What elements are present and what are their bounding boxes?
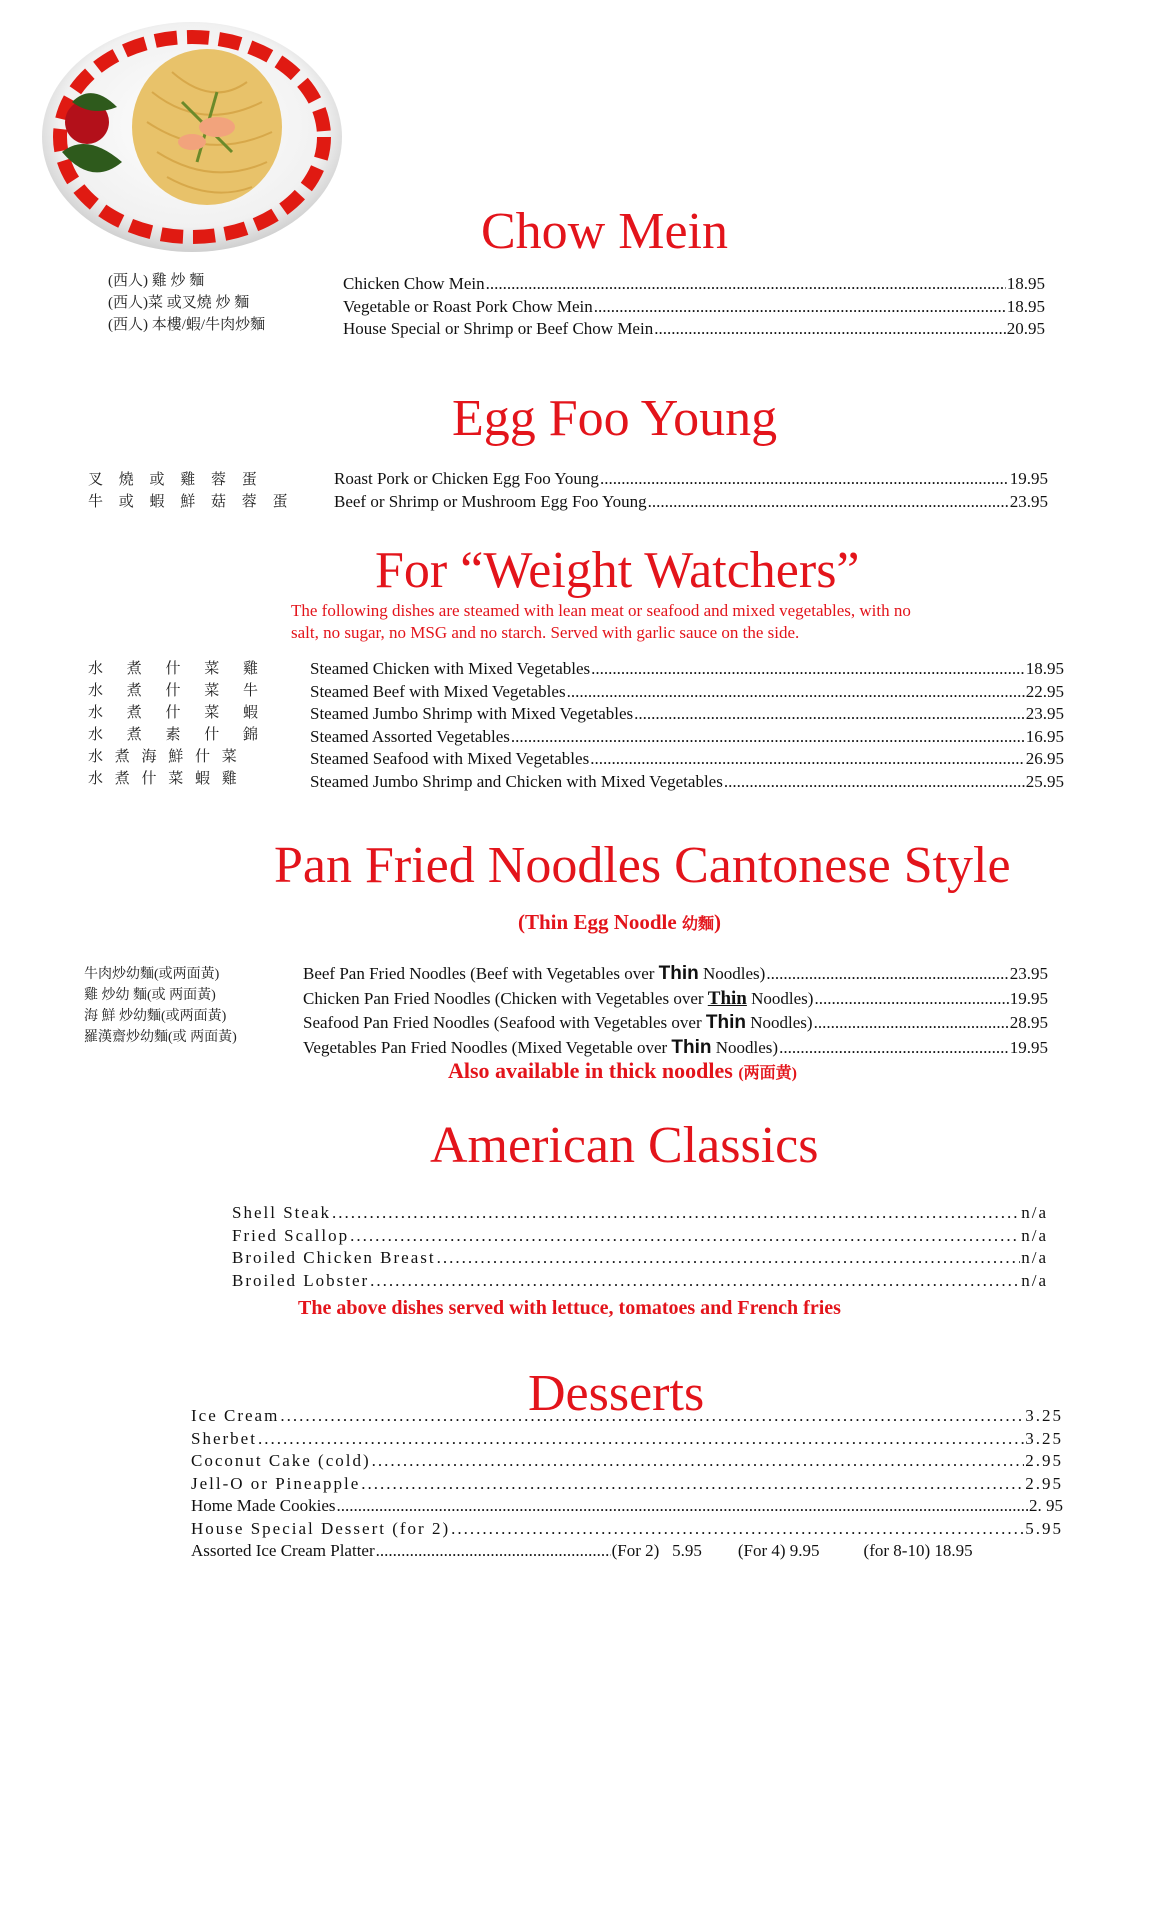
item-name: Home Made Cookies bbox=[191, 1496, 336, 1515]
menu-item bbox=[191, 1428, 1063, 1451]
thin-word: Thin bbox=[671, 1036, 712, 1058]
menu-item bbox=[232, 1202, 1048, 1225]
chow-mein-list bbox=[343, 273, 1045, 341]
chinese-name: (西人) 雞 炒 麵 bbox=[108, 273, 205, 289]
item-price: 18.95 bbox=[1025, 659, 1064, 678]
item-price: 19.95 bbox=[1009, 988, 1048, 1008]
weight-watchers-note bbox=[291, 600, 1051, 644]
thick-noodles-note bbox=[448, 1058, 797, 1084]
chinese-name: 海 鮮 炒幼麵(或两面黃) bbox=[84, 1009, 227, 1024]
item-price: 2.95 bbox=[1025, 1451, 1063, 1470]
menu-item bbox=[232, 1247, 1048, 1270]
item-name: Roast Pork or Chicken Egg Foo Young bbox=[334, 469, 599, 488]
item-price: 2. 95 bbox=[1029, 1496, 1063, 1515]
item-name bbox=[303, 1011, 813, 1036]
egg-foo-young-chinese bbox=[88, 469, 294, 513]
chinese-name: 水 煮 什 菜 蝦 雞 bbox=[88, 771, 241, 787]
item-name: Ice Cream bbox=[191, 1406, 280, 1425]
menu-item bbox=[310, 748, 1064, 771]
item-text: Noodles) bbox=[746, 1013, 813, 1032]
chow-mein-photo bbox=[32, 12, 342, 257]
item-name bbox=[303, 962, 765, 987]
thin-word: Thin bbox=[707, 987, 747, 1009]
item-name: House Special Dessert (for 2) bbox=[191, 1518, 451, 1538]
menu-item bbox=[303, 1036, 1048, 1061]
menu-item-platter bbox=[191, 1540, 1063, 1563]
item-name bbox=[303, 1036, 778, 1061]
menu-item bbox=[303, 962, 1048, 987]
item-price: 28.95 bbox=[1009, 1013, 1048, 1032]
menu-item bbox=[232, 1270, 1048, 1293]
subtitle-text: (Thin Egg Noodle bbox=[518, 910, 682, 934]
item-price: n/a bbox=[1021, 1203, 1048, 1222]
chinese-name: 牛肉炒幼麵(或两面黃) bbox=[84, 967, 220, 982]
item-name: Shell Steak bbox=[232, 1203, 331, 1222]
menu-item bbox=[343, 318, 1045, 341]
menu-item bbox=[310, 703, 1064, 726]
item-name bbox=[303, 987, 813, 1012]
chow-mein-title: Chow Mein bbox=[481, 203, 728, 260]
item-price: 18.95 bbox=[1006, 274, 1045, 293]
menu-item bbox=[310, 658, 1064, 681]
item-text: Noodles) bbox=[698, 964, 766, 983]
egg-foo-young-title: Egg Foo Young bbox=[452, 390, 778, 447]
subtitle-chinese: 幼麵 bbox=[681, 916, 714, 933]
item-price: 19.95 bbox=[1009, 469, 1048, 488]
item-price: 16.95 bbox=[1025, 726, 1064, 746]
item-price: n/a bbox=[1021, 1225, 1048, 1245]
note-text: Also available in thick noodles bbox=[448, 1058, 739, 1083]
item-name: Beef or Shrimp or Mushroom Egg Foo Young bbox=[334, 491, 647, 511]
item-price: n/a bbox=[1021, 1248, 1048, 1267]
american-classics-title: American Classics bbox=[430, 1117, 819, 1174]
item-name: Jell-O or Pineapple bbox=[191, 1473, 361, 1493]
menu-item bbox=[310, 681, 1064, 704]
platter-option: (For 4) 9.95 bbox=[737, 1541, 820, 1560]
item-name: Steamed Seafood with Mixed Vegetables bbox=[310, 749, 590, 768]
item-name: Chicken Chow Mein bbox=[343, 274, 485, 293]
menu-item bbox=[191, 1473, 1063, 1496]
item-name: Broiled Lobster bbox=[232, 1270, 370, 1290]
item-name: House Special or Shrimp or Beef Chow Mein bbox=[343, 319, 654, 338]
item-text: Beef Pan Fried Noodles (Beef with Vegetables over bbox=[303, 964, 659, 983]
american-classics-note: The above dishes served with lettuce, tomatoes and French fries bbox=[298, 1297, 841, 1319]
chinese-name: (西人) 本樓/蝦/牛肉炒麵 bbox=[108, 317, 266, 333]
platter-option: (For 2) 5.95 bbox=[611, 1541, 702, 1560]
item-price: 23.95 bbox=[1009, 964, 1048, 983]
chinese-name: 水 煮 什 菜 蝦 bbox=[88, 705, 269, 721]
item-name: Broiled Chicken Breast bbox=[232, 1248, 436, 1267]
item-name: Steamed Assorted Vegetables bbox=[310, 726, 510, 746]
menu-item bbox=[303, 987, 1048, 1012]
chinese-name: 水 煮 海 鮮 什 菜 bbox=[88, 749, 241, 765]
platter-option: (for 8-10) 18.95 bbox=[863, 1541, 973, 1560]
item-price: 18.95 bbox=[1006, 296, 1045, 316]
american-classics-list bbox=[232, 1202, 1048, 1292]
thin-word: Thin bbox=[658, 963, 699, 984]
chinese-name: 水 煮 什 菜 牛 bbox=[88, 683, 269, 699]
chinese-name: 雞 炒幼 麵(或 两面黃) bbox=[84, 988, 216, 1003]
item-price: 25.95 bbox=[1025, 771, 1064, 791]
item-name: Steamed Beef with Mixed Vegetables bbox=[310, 681, 566, 701]
desserts-title: Desserts bbox=[528, 1365, 705, 1422]
weight-watchers-title: For “Weight Watchers” bbox=[375, 542, 860, 599]
chinese-name: 水 煮 什 菜 雞 bbox=[88, 661, 269, 677]
item-price: n/a bbox=[1021, 1270, 1048, 1290]
menu-item bbox=[334, 468, 1048, 491]
item-name: Steamed Chicken with Mixed Vegetables bbox=[310, 659, 591, 678]
pan-fried-subtitle bbox=[518, 910, 721, 935]
item-price: 26.95 bbox=[1025, 749, 1064, 768]
menu-item bbox=[303, 1011, 1048, 1036]
item-price: 22.95 bbox=[1025, 681, 1064, 701]
menu-item bbox=[334, 491, 1048, 514]
note-line: salt, no sugar, no MSG and no starch. Served with garlic sauce on the side. bbox=[291, 623, 800, 642]
item-name: Steamed Jumbo Shrimp with Mixed Vegetables bbox=[310, 704, 634, 723]
pan-fried-list bbox=[303, 962, 1048, 1060]
thin-word: Thin bbox=[705, 1012, 746, 1033]
item-price: 3.25 bbox=[1025, 1428, 1063, 1448]
menu-item bbox=[343, 273, 1045, 296]
item-text: Noodles) bbox=[711, 1037, 779, 1057]
menu-item bbox=[191, 1450, 1063, 1473]
item-price: 2.95 bbox=[1025, 1473, 1063, 1493]
item-name: Steamed Jumbo Shrimp and Chicken with Mixed Vegetables bbox=[310, 771, 723, 791]
menu-item bbox=[343, 296, 1045, 319]
item-price: 23.95 bbox=[1025, 704, 1064, 723]
item-text: Noodles) bbox=[746, 988, 814, 1008]
note-line: The following dishes are steamed with lean meat or seafood and mixed vegetables, with no bbox=[291, 601, 911, 620]
weight-watchers-list bbox=[310, 658, 1064, 793]
menu-item bbox=[232, 1225, 1048, 1248]
item-name: Assorted Ice Cream Platter bbox=[191, 1541, 375, 1560]
menu-item bbox=[191, 1495, 1063, 1518]
item-price: 5.95 bbox=[1025, 1518, 1063, 1538]
item-price: 23.95 bbox=[1009, 491, 1048, 511]
pan-fried-chinese bbox=[84, 964, 237, 1048]
item-text: Chicken Pan Fried Noodles (Chicken with Vegetables over bbox=[303, 988, 708, 1008]
item-name: Fried Scallop bbox=[232, 1225, 350, 1245]
menu-item bbox=[310, 726, 1064, 749]
chinese-name: 羅漢齋炒幼麵(或 两面黃) bbox=[84, 1030, 237, 1045]
item-price: 20.95 bbox=[1006, 319, 1045, 338]
subtitle-close: ) bbox=[713, 910, 721, 934]
menu-item bbox=[191, 1405, 1063, 1428]
item-price: 3.25 bbox=[1025, 1406, 1063, 1425]
item-text: Seafood Pan Fried Noodles (Seafood with Vegetables over bbox=[303, 1013, 706, 1032]
chinese-name: 牛 或 蝦 鮮 菇 蓉 蛋 bbox=[88, 494, 294, 510]
desserts-list bbox=[191, 1405, 1063, 1563]
menu-item bbox=[310, 771, 1064, 794]
chinese-name: 叉 燒 或 雞 蓉 蛋 bbox=[88, 472, 263, 488]
item-name: Sherbet bbox=[191, 1428, 257, 1448]
pan-fried-noodles-title: Pan Fried Noodles Cantonese Style bbox=[274, 837, 1011, 894]
chinese-name: (西人)菜 或叉燒 炒 麵 bbox=[108, 295, 250, 311]
item-name: Vegetable or Roast Pork Chow Mein bbox=[343, 296, 593, 316]
menu-item bbox=[191, 1518, 1063, 1541]
chow-mein-chinese bbox=[108, 270, 265, 336]
item-name: Coconut Cake (cold) bbox=[191, 1451, 371, 1470]
weight-watchers-chinese bbox=[88, 658, 268, 790]
egg-foo-young-list bbox=[334, 468, 1048, 513]
chinese-name: 水 煮 素 什 錦 bbox=[88, 727, 269, 743]
note-chinese: (两面黄) bbox=[738, 1065, 798, 1082]
item-price: 19.95 bbox=[1009, 1037, 1048, 1057]
item-text: Vegetables Pan Fried Noodles (Mixed Vegetable over bbox=[303, 1037, 672, 1057]
